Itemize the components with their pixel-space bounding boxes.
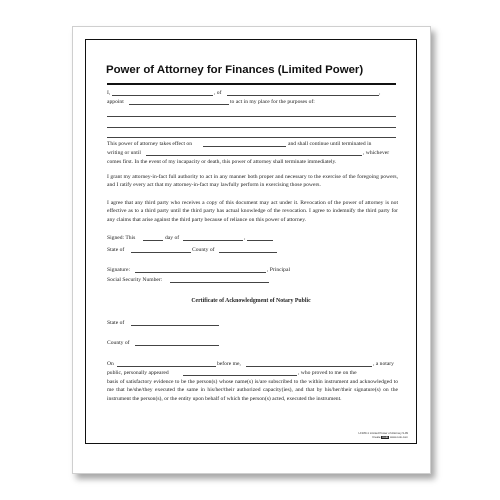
signed-dayof: day of (165, 235, 180, 241)
signed-day-field[interactable] (143, 240, 163, 241)
brand-site: www.nolo.com (389, 434, 408, 439)
notary-state-field[interactable] (131, 325, 219, 326)
effect-end: comes first. In the event of my incapacity or death, this power of attorney shall terminate immediately. (107, 159, 337, 165)
form-footer (359, 432, 408, 439)
purpose-line-2[interactable] (107, 127, 396, 128)
document-title: Power of Attorney for Finances (Limited Power) (106, 64, 364, 76)
signed-comma: , (244, 235, 246, 241)
purpose-line-3[interactable] (107, 137, 396, 138)
document-frame (85, 39, 417, 444)
agree-paragraph: I agree that any third party who receives a copy of this document may act under it. Revocation of the power of attorney is not effective as to a third party until the third party has actual knowledge of the revocation. I agree to indemnify the third party for any claims that arise against the third party because of reliance on this power of attorney. (107, 200, 398, 223)
grant-paragraph: I grant my attorney-in-fact full authority to act in any manner both proper and necessary to the exercise of the foregoing powers, and I ratify every act that my attorney-in-fact may lawfully perform in exercising those powers. (107, 174, 398, 189)
line1-i: I, (107, 90, 111, 96)
line1-comma: , (379, 90, 381, 96)
nolo-logo: nolo (382, 434, 389, 439)
brand-prefix: Create (372, 434, 381, 439)
notary-county-label: County of (107, 340, 130, 346)
principal-name-field[interactable] (112, 95, 213, 96)
purpose-line-1[interactable] (107, 116, 396, 117)
notary-anotary: , a notary (373, 361, 394, 367)
signature-principal: , Principal (267, 267, 290, 273)
attorney-name-field[interactable] (129, 104, 229, 105)
signed-month-field[interactable] (183, 240, 243, 241)
state-field[interactable] (131, 252, 191, 253)
effective-date-field[interactable] (203, 146, 286, 147)
effect-start: This power of attorney takes effect on (107, 141, 193, 147)
notary-before: before me, (217, 361, 241, 367)
signature-field[interactable] (135, 272, 266, 273)
notary-county-field[interactable] (135, 345, 219, 346)
effect-writing: writing or until (107, 150, 141, 156)
county-label: County of (192, 247, 215, 253)
notary-state-label: State of (107, 320, 125, 326)
notary-public: public, personally appeared (107, 370, 169, 376)
termination-field[interactable] (146, 155, 362, 156)
county-field[interactable] (219, 252, 277, 253)
signed-year-field[interactable] (247, 240, 273, 241)
notary-name-field[interactable] (246, 366, 372, 367)
notary-body: basis of satisfactory evidence to be the person(s) whose name(s) is/are subscribed to the within instrument and acknowledged to me that he/she/they executed the same in his/her/their authorized capacity(ies), and that by his/her/their signature(s) on the instrument the person(s), or the entity upon behalf of which the person(s) acted, executed the instrument. (107, 379, 398, 402)
line2-purpose: to act in my place for the purposes of: (230, 99, 315, 105)
line2-appoint: appoint (107, 99, 124, 105)
form-code: LF180-1 Limited Power of Attorney 9-09 (358, 431, 408, 436)
ssn-label: Social Security Number: (107, 277, 163, 283)
effect-continue: and shall continue until terminated in (288, 141, 372, 147)
line1-of: , of (214, 90, 222, 96)
brand-line (359, 436, 408, 439)
notary-heading: Certificate of Acknowledgment of Notary Public (191, 298, 311, 304)
effect-whichever: , whichever (363, 150, 390, 156)
appeared-name-field[interactable] (183, 375, 297, 376)
notary-proved: , who proved to me on the (298, 370, 357, 376)
notary-on: On (107, 361, 114, 367)
signature-label: Signature: (107, 267, 130, 273)
signed-label: Signed: This (107, 235, 136, 241)
principal-address-field[interactable] (227, 95, 379, 96)
state-label: State of (107, 247, 125, 253)
ssn-field[interactable] (170, 282, 269, 283)
notary-date-field[interactable] (117, 366, 216, 367)
title-rule (107, 83, 396, 85)
